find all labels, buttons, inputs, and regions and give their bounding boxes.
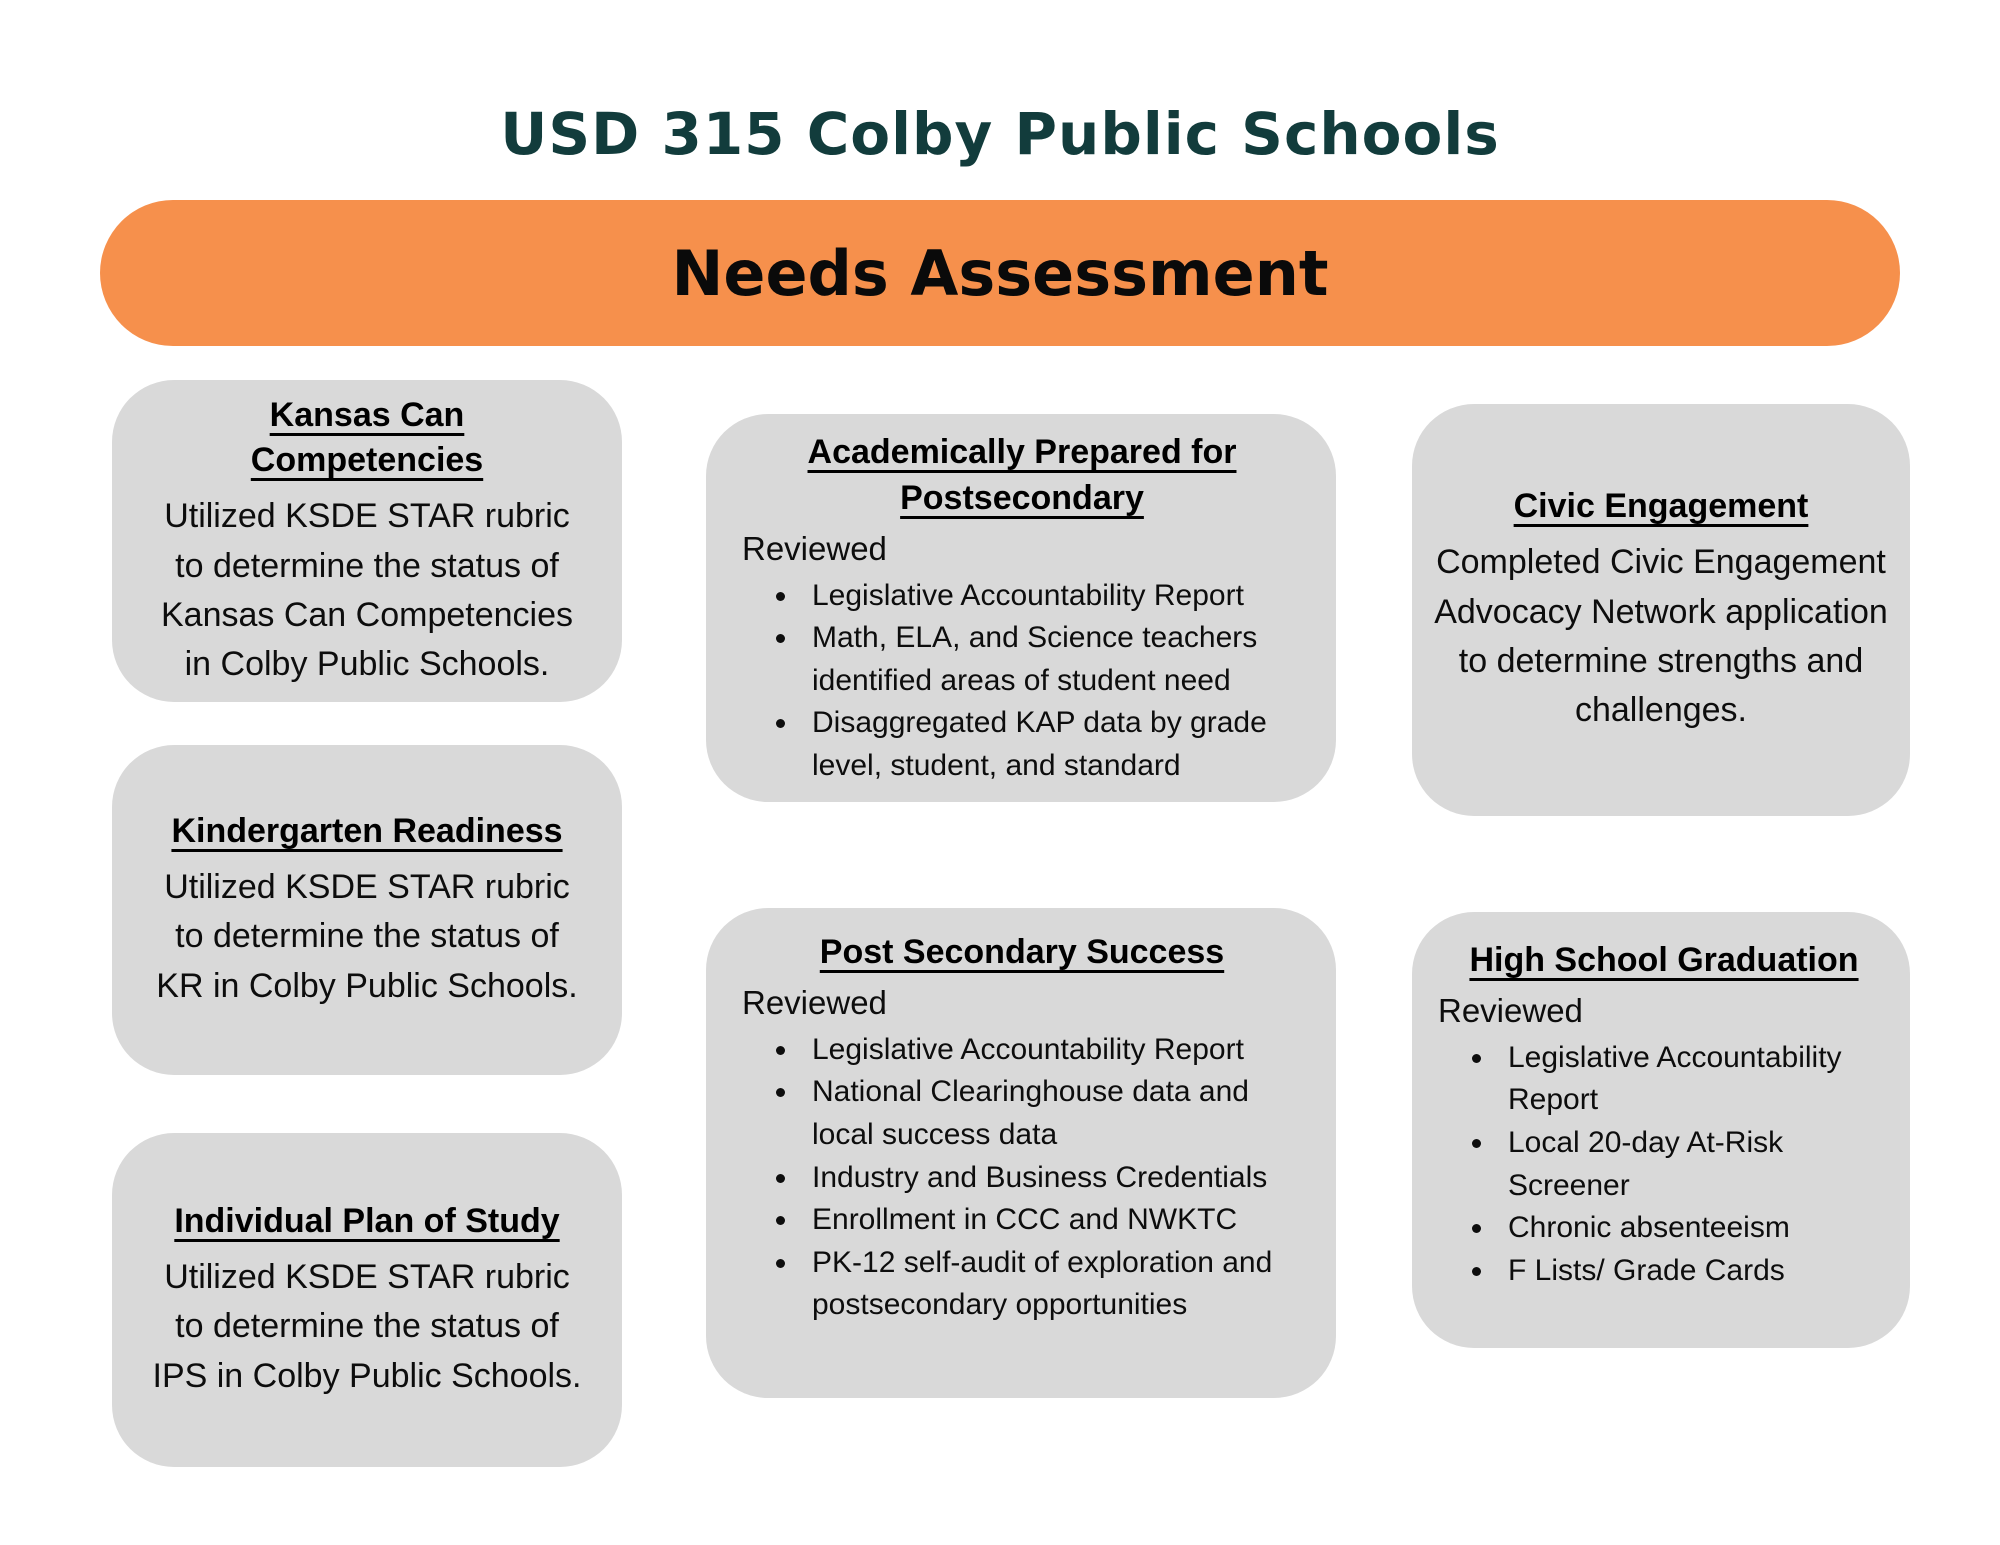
bullet-item: • National Clearinghouse data and local success data bbox=[800, 1071, 1302, 1156]
bullet-item: • PK-12 self-audit of exploration and postsecondary opportunities bbox=[800, 1242, 1302, 1327]
bullet-item: • Disaggregated KAP data by grade level, student, and standard bbox=[800, 702, 1302, 787]
card-heading: Civic Engagement bbox=[1513, 487, 1809, 526]
bullet-item: • Legislative Accountability Report bbox=[800, 575, 1302, 618]
card-body: Utilized KSDE STAR rubric to determine the status of IPS in Colby Public Schools. bbox=[152, 1258, 582, 1395]
bullet-item: • Chronic absenteeism bbox=[1496, 1207, 1890, 1250]
bullet-list bbox=[742, 575, 1302, 788]
bullet-item: • Local 20-day At-Risk Screener bbox=[1496, 1122, 1890, 1207]
banner bbox=[100, 200, 1900, 346]
card-academically-prepared bbox=[706, 414, 1336, 802]
bullet-item: • Legislative Accountability Report bbox=[800, 1029, 1302, 1072]
card-intro: Reviewed bbox=[742, 983, 887, 1021]
page-title: USD 315 Colby Public Schools bbox=[500, 100, 1500, 168]
card-individual-plan-of-study bbox=[112, 1133, 622, 1467]
card-body: Completed Civic Engagement Advocacy Network application to determine strengths and challenges. bbox=[1434, 543, 1888, 730]
card-post-secondary-success bbox=[706, 908, 1336, 1398]
bullet-list bbox=[1438, 1037, 1890, 1293]
bullet-item: • Enrollment in CCC and NWKTC bbox=[800, 1199, 1302, 1242]
bullet-list bbox=[742, 1029, 1302, 1327]
card-high-school-graduation bbox=[1412, 912, 1910, 1348]
bullet-item: • Industry and Business Credentials bbox=[800, 1157, 1302, 1200]
card-heading: High School Graduation bbox=[1469, 941, 1859, 979]
card-intro: Reviewed bbox=[742, 529, 887, 567]
card-heading: Academically Prepared for Postsecondary bbox=[807, 433, 1237, 517]
card-heading: Kansas Can Competencies bbox=[250, 395, 484, 480]
banner-title: Needs Assessment bbox=[671, 236, 1329, 310]
card-intro: Reviewed bbox=[1438, 991, 1583, 1029]
card-kansas-can-competencies bbox=[112, 380, 622, 702]
card-civic-engagement bbox=[1412, 404, 1910, 816]
card-heading: Kindergarten Readiness bbox=[171, 812, 563, 851]
card-body: Utilized KSDE STAR rubric to determine the status of KR in Colby Public Schools. bbox=[156, 868, 578, 1005]
card-heading: Individual Plan of Study bbox=[174, 1202, 560, 1241]
card-kindergarten-readiness bbox=[112, 745, 622, 1075]
bullet-item: • F Lists/ Grade Cards bbox=[1496, 1250, 1890, 1293]
bullet-item: • Math, ELA, and Science teachers identified areas of student need bbox=[800, 617, 1302, 702]
bullet-item: • Legislative Accountability Report bbox=[1496, 1037, 1890, 1122]
card-heading: Post Secondary Success bbox=[819, 933, 1225, 971]
card-body: Utilized KSDE STAR rubric to determine the status of Kansas Can Competencies in Colby Public Schools. bbox=[160, 497, 573, 684]
